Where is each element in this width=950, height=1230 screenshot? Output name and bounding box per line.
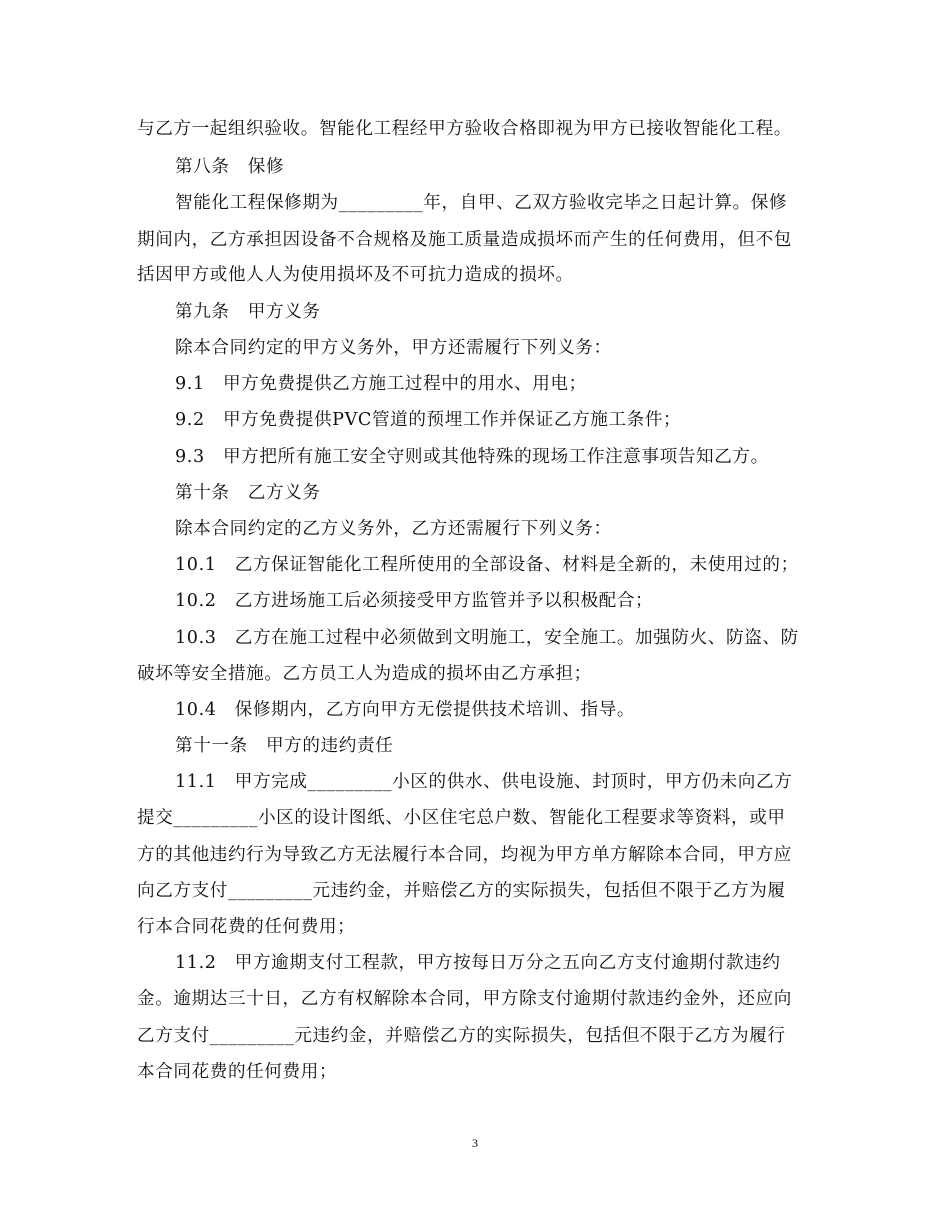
text-line: 提交_________小区的设计图纸、小区住宅总户数、智能化工程要求等资料，或甲 — [137, 808, 786, 828]
text-line: 方的其他违约行为导致乙方无法履行本合同，均视为甲方单方解除本合同，甲方应 — [137, 845, 792, 865]
page-number: 3 — [472, 1136, 478, 1150]
text-line: 括因甲方或他人人为使用损坏及不可抗力造成的损坏。 — [137, 265, 574, 285]
text-line: 除本合同约定的乙方义务外，乙方还需履行下列义务： — [175, 519, 612, 539]
text-line: 10.3 乙方在施工过程中必须做到文明施工，安全施工。加强防火、防盗、防 — [175, 628, 799, 648]
text-line: 破坏等安全措施。乙方员工人为造成的损坏由乙方承担； — [137, 664, 592, 684]
text-line: 10.1 乙方保证智能化工程所使用的全部设备、材料是全新的，未使用过的； — [175, 555, 799, 575]
text-line: 金。逾期达三十日，乙方有权解除本合同，甲方除支付逾期付款违约金外，还应向 — [137, 989, 792, 1009]
text-line: 9.3 甲方把所有施工安全守则或其他特殊的现场工作注意事项告知乙方。 — [175, 447, 769, 467]
text-line: 向乙方支付_________元违约金，并赔偿乙方的实际损失，包括但不限于乙方为履 — [137, 881, 786, 901]
text-line: 9.1 甲方免费提供乙方施工过程中的用水、用电； — [175, 374, 587, 394]
section-heading: 第十一条 甲方的违约责任 — [175, 736, 394, 756]
section-heading: 第八条 保修 — [175, 157, 285, 177]
text-line: 10.2 乙方进场施工后必须接受甲方监管并予以积极配合； — [175, 591, 654, 611]
text-line: 本合同花费的任何费用； — [137, 1062, 338, 1082]
text-line: 与乙方一起组织验收。智能化工程经甲方验收合格即视为甲方已接收智能化工程。 — [137, 119, 792, 139]
text-line: 智能化工程保修期为_________年，自甲、乙双方验收完毕之日起计算。保修 — [175, 193, 788, 213]
text-line: 11.1 甲方完成_________小区的供水、供电设施、封顶时，甲方仍未向乙方 — [175, 772, 793, 792]
text-line: 乙方支付_________元违约金，并赔偿乙方的实际损失，包括但不限于乙方为履行 — [137, 1026, 786, 1046]
text-line: 11.2 甲方逾期支付工程款，甲方按每日万分之五向乙方支付逾期付款违约 — [175, 953, 781, 973]
text-line: 行本合同花费的任何费用； — [137, 917, 356, 937]
section-heading: 第十条 乙方义务 — [175, 483, 321, 503]
text-line: 10.4 保修期内，乙方向甲方无偿提供技术培训、指导。 — [175, 700, 636, 720]
text-line: 期间内，乙方承担因设备不合规格及施工质量造成损坏而产生的任何费用，但不包 — [137, 230, 792, 250]
section-heading: 第九条 甲方义务 — [175, 302, 321, 322]
text-line: 除本合同约定的甲方义务外，甲方还需履行下列义务： — [175, 338, 612, 358]
text-line: 9.2 甲方免费提供PVC管道的预埋工作并保证乙方施工条件； — [175, 410, 682, 430]
